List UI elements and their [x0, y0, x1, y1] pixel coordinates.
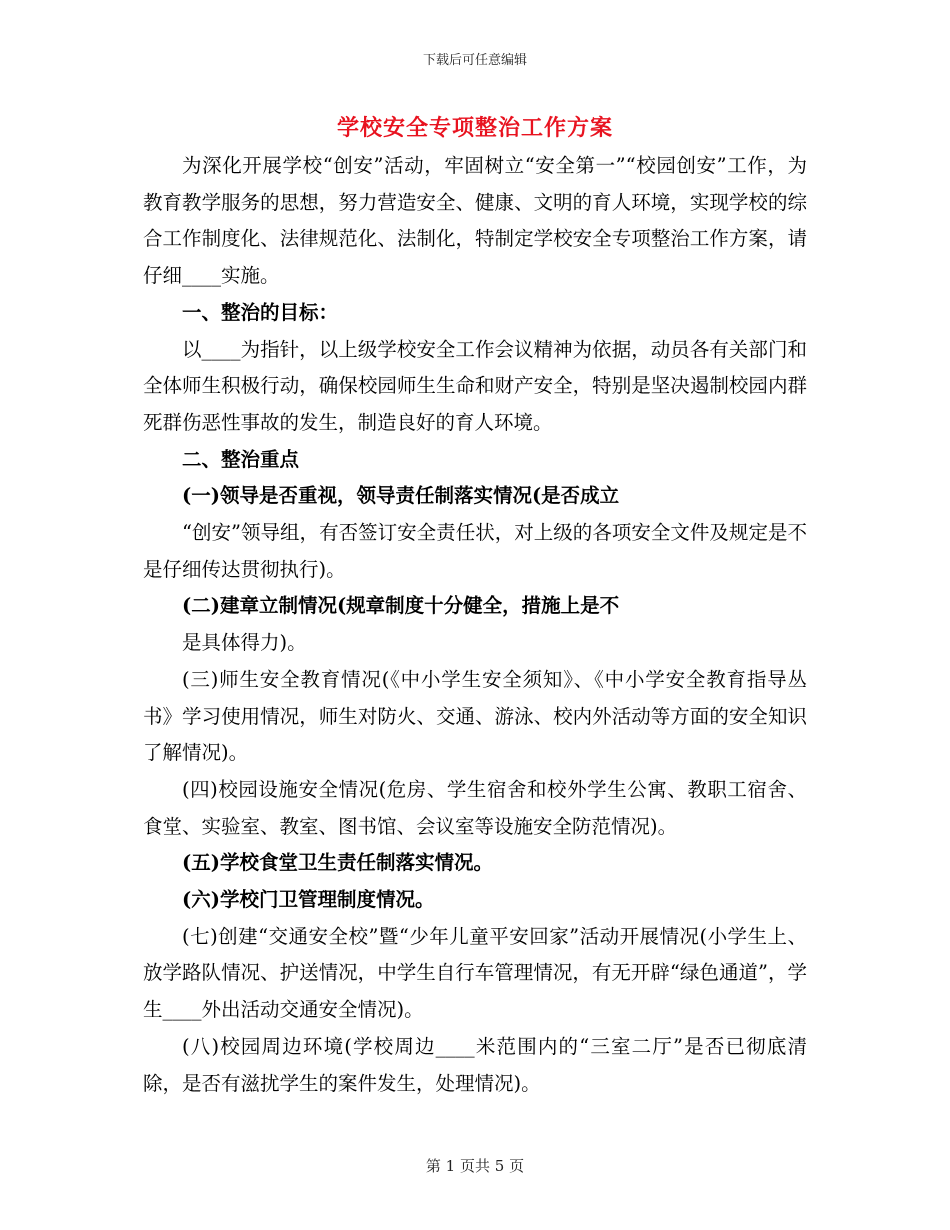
goal-paragraph: 以____为指针，以上级学校安全工作会议精神为依据，动员各有关部门和全体师生积极行动，确保校园师生生命和财产安全，特别是坚决遏制校园内群死群伤恶性事故的发生，制造良好的育人环境。	[143, 337, 807, 434]
focus-item-1-heading: (一)领导是否重视，领导责任制落实情况(是否成立	[182, 484, 620, 508]
focus-item-2-detail: 是具体得力)。	[182, 631, 307, 655]
document-title: 学校安全专项整治工作方案	[336, 115, 613, 141]
focus-item-1-detail: “创安”领导组，有否签订安全责任状，对上级的各项安全文件及规定是不是仔细传达贯彻执行)。	[143, 521, 807, 581]
focus-item-7: (七)创建“交通安全校”暨“少年儿童平安回家”活动开展情况(小学生上、放学路队情况、护送情况，中学生自行车管理情况，有无开辟“绿色通道”，学生____外出活动交通安全情况)。	[143, 924, 807, 1022]
focus-item-2-heading: (二)建章立制情况(规章制度十分健全，措施上是不	[182, 594, 620, 618]
document-body	[143, 148, 807, 1102]
section-heading-goal: 一、整治的目标：	[182, 300, 339, 324]
intro-paragraph: 为深化开展学校“创安”活动，牢固树立“安全第一”“校园创安”工作，为教育教学服务的思想，努力营造安全、健康、文明的育人环境，实现学校的综合工作制度化、法律规范化、法制化，特制定学校安全专项整治工作方案，请仔细____实施。	[143, 154, 807, 288]
page-footer: 第 1 页共 5 页	[425, 1157, 525, 1175]
focus-item-3: (三)师生安全教育情况(《中小学生安全须知》、《中小学安全教育指导丛书》学习使用情况，师生对防火、交通、游泳、校内外活动等方面的安全知识了解情况)。	[143, 667, 807, 765]
focus-item-6: (六)学校门卫管理制度情况。	[182, 888, 435, 912]
focus-item-5: (五)学校食堂卫生责任制落实情况。	[182, 851, 493, 875]
focus-item-4: (四)校园设施安全情况(危房、学生宿舍和校外学生公寓、教职工宿舍、食堂、实验室、教室、图书馆、会议室等设施安全防范情况)。	[143, 777, 807, 838]
section-heading-focus: 二、整治重点	[182, 447, 300, 471]
page-header: 下载后可任意编辑	[422, 53, 527, 68]
focus-item-8: (八)校园周边环境(学校周边____米范围内的“三室二厅”是否已彻底清除，是否有滋扰学生的案件发生，处理情况)。	[143, 1034, 807, 1095]
